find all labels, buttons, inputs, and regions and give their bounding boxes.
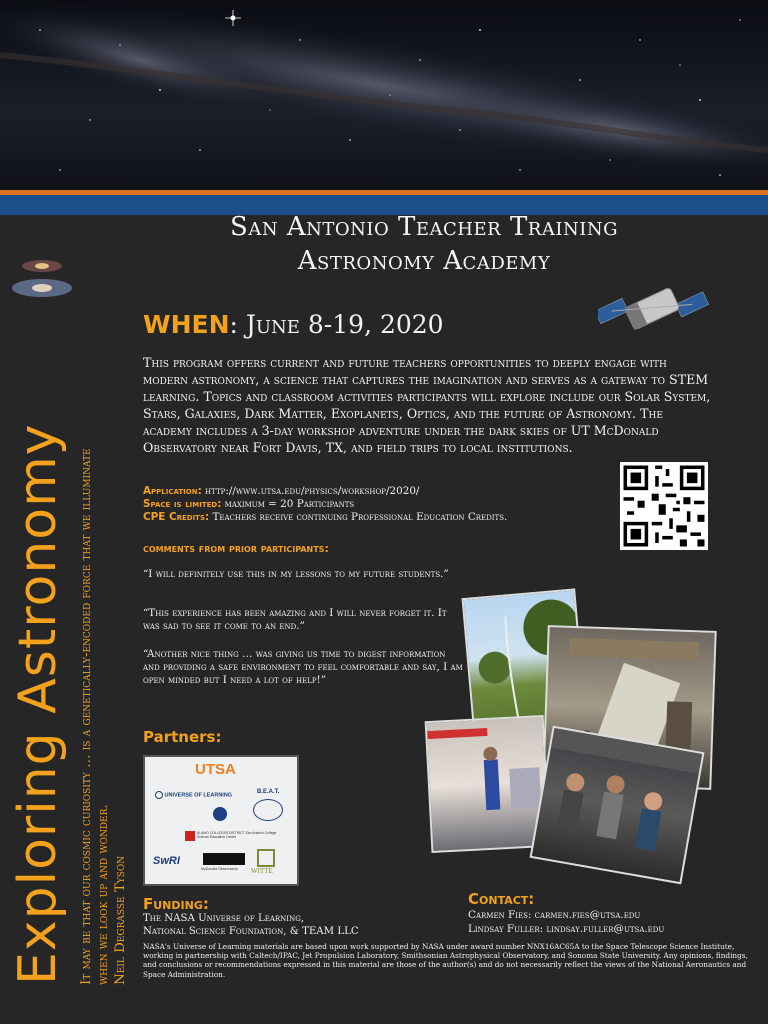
vertical-quote <box>78 448 129 985</box>
when-line <box>143 310 444 339</box>
nasa-logo-icon <box>213 807 227 821</box>
beat-logo-icon <box>253 799 283 821</box>
beat-logo: B.E.A.T. <box>257 789 280 795</box>
page-title <box>140 210 708 278</box>
milky-way-illustration <box>0 0 768 190</box>
quote-line-2: when we look up and wonder. <box>96 804 111 985</box>
alamo-logo-icon <box>185 831 195 841</box>
universe-logo-icon <box>155 791 163 799</box>
utsa-logo: UTSA <box>195 761 236 778</box>
space-line <box>143 498 623 511</box>
photo-group-tour <box>530 726 705 885</box>
when-date: : June 8-19, 2020 <box>229 310 444 339</box>
photo-classroom <box>425 715 551 853</box>
qr-code-icon <box>620 462 708 550</box>
swri-logo: SwRI <box>153 855 180 867</box>
comment-1: “I will definitely use this in my lessons to my future students.” <box>143 568 449 580</box>
application-link[interactable]: http://www.utsa.edu/physics/workshop/2020/ <box>201 485 420 497</box>
funding-heading: Funding: <box>143 895 209 913</box>
quote-line-1: It may be that our cosmic curiosity … is a genetically-encoded force that we illuminate <box>79 448 94 985</box>
partners-heading: Partners: <box>143 728 222 746</box>
comment-3: “Another nice thing … was giving us time to digest information and providing a safe environment to feel comfortable and say, I am open minded but I need a lot of help!” <box>143 648 463 686</box>
cpe-value: Teachers receive continuing Professional Education Credits. <box>209 511 508 523</box>
universe-logo-text: UNIVERSE OF LEARNING <box>164 792 233 799</box>
galaxy-thumbnail <box>8 252 76 302</box>
nasa-disclaimer-footnote: NASA's Universe of Learning materials are based upon work supported by NASA under award number NNX16AC65A to the Space Telescope Science Institute, working in partnership with Caltech/IPAC, Jet Propulsion Laboratory, Smithsonian Astrophysical Observatory, and Sonoma State University. Any opinions, findings, and conclusions or recommendations expressed in this material are those of the author(s) and do not necessarily reflect the views of the National Aeronautics and Space Administration. <box>143 942 748 979</box>
comment-2: “This experience has been amazing and I will never forget it. It was sad to see it come to an end.” <box>143 607 447 632</box>
mcdonald-logo: McDonald Observatory <box>201 867 238 871</box>
contact-lindsay-fuller[interactable]: Lindsay Fuller: lindsay.fuller@utsa.edu <box>468 923 665 935</box>
space-label: Space is limited: <box>143 498 222 510</box>
when-label: WHEN <box>143 310 230 339</box>
hubble-telescope-illustration <box>598 270 710 350</box>
cpe-line <box>143 511 623 524</box>
partners-logos <box>143 755 299 886</box>
alamo-logo-text: ALAMO COLLEGES DISTRICT San Antonio College Science Education Center <box>197 831 277 839</box>
title-line-2: Astronomy Academy <box>297 246 551 276</box>
funding-list <box>143 912 443 938</box>
application-line <box>143 485 623 498</box>
funding-line: The NASA Universe of Learning, <box>143 913 305 924</box>
program-description: This program offers current and future teachers opportunities to deeply engage with modern astronomy, a science that captures the imagination and serves as a gateway to STEM learning. Topics and classroom activities participants will explore include our Solar System, Stars, Galaxies, Dark Matter, Exoplanets, Optics, and the future of Astronomy. The academy includes a 3-day workshop adventure under the dark skies of UT McDonald Observatory near Fort Davis, TX, and field trips to local institutions. <box>143 355 711 455</box>
contact-carmen-fies[interactable]: Carmen Fies: carmen.fies@utsa.edu <box>468 909 641 921</box>
contact-list <box>468 908 758 936</box>
witte-logo: WITTE <box>251 867 273 875</box>
witte-logo-icon <box>257 849 275 867</box>
comments-heading: comments from prior participants: <box>143 542 329 555</box>
title-line-1: San Antonio Teacher Training <box>230 212 618 242</box>
classroom-illustration <box>427 717 549 851</box>
funding-line: National Science Foundation, & TEAM LLC <box>143 926 359 937</box>
cpe-label: CPE Credits: <box>143 511 210 523</box>
mcdonald-logo-icon <box>203 853 245 865</box>
quote-author: Neil Degrasse Tyson <box>113 855 128 985</box>
alamo-colleges-logo <box>185 831 277 839</box>
application-label: Application: <box>143 485 202 497</box>
vertical-title: Exploring Astronomy <box>8 423 68 985</box>
milky-way-banner-image <box>0 0 768 190</box>
contact-heading: Contact: <box>468 890 535 908</box>
universe-of-learning-logo <box>155 791 232 799</box>
group-illustration <box>532 728 702 882</box>
qr-code[interactable] <box>620 462 708 550</box>
space-value: maximum = 20 Participants <box>221 498 355 510</box>
